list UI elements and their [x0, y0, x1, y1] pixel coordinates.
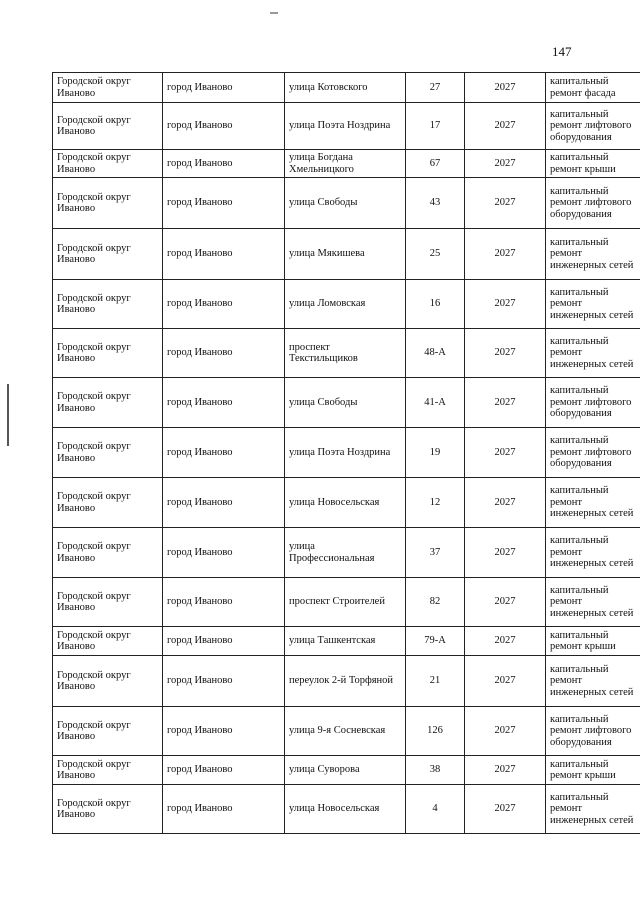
cell-district: Городской округ Иваново: [53, 785, 163, 834]
cell-street: улица Богдана Хмельницкого: [285, 150, 406, 178]
cell-district: Городской округ Иваново: [53, 656, 163, 707]
cell-city: город Иваново: [163, 280, 285, 329]
cell-house: 4: [406, 785, 465, 834]
cell-work: капитальный ремонт инженерных сетей: [546, 656, 640, 707]
cell-house: 79-А: [406, 627, 465, 656]
cell-district: Городской округ Иваново: [53, 707, 163, 756]
cell-district: Городской округ Иваново: [53, 280, 163, 329]
cell-house: 16: [406, 280, 465, 329]
scan-mark: [270, 12, 278, 14]
cell-district: Городской округ Иваново: [53, 73, 163, 103]
cell-house: 17: [406, 103, 465, 150]
table-row: [53, 178, 640, 229]
table-row: [53, 73, 640, 103]
cell-year: 2027: [465, 756, 546, 785]
table-row: [53, 707, 640, 756]
cell-city: город Иваново: [163, 229, 285, 280]
table-row: [53, 627, 640, 656]
cell-street: улица Ломовская: [285, 280, 406, 329]
cell-street: улица Свободы: [285, 378, 406, 428]
cell-city: город Иваново: [163, 785, 285, 834]
table-body: [53, 73, 640, 834]
cell-city: город Иваново: [163, 178, 285, 229]
cell-year: 2027: [465, 329, 546, 378]
cell-street: улица Новосельская: [285, 785, 406, 834]
table-row: [53, 280, 640, 329]
cell-city: город Иваново: [163, 150, 285, 178]
cell-city: город Иваново: [163, 428, 285, 478]
cell-work: капитальный ремонт лифтового оборудования: [546, 378, 640, 428]
cell-city: город Иваново: [163, 73, 285, 103]
cell-district: Городской округ Иваново: [53, 229, 163, 280]
repair-schedule-table: [52, 72, 640, 834]
cell-year: 2027: [465, 150, 546, 178]
cell-year: 2027: [465, 428, 546, 478]
cell-district: Городской округ Иваново: [53, 178, 163, 229]
cell-street: улица 9-я Сосневская: [285, 707, 406, 756]
table-row: [53, 756, 640, 785]
table-row: [53, 578, 640, 627]
cell-year: 2027: [465, 656, 546, 707]
cell-house: 27: [406, 73, 465, 103]
cell-street: улица Ташкентская: [285, 627, 406, 656]
cell-year: 2027: [465, 707, 546, 756]
cell-street: улица Профессиональная: [285, 528, 406, 578]
cell-street: улица Новосельская: [285, 478, 406, 528]
cell-work: капитальный ремонт инженерных сетей: [546, 785, 640, 834]
cell-year: 2027: [465, 785, 546, 834]
cell-street: проспект Строителей: [285, 578, 406, 627]
cell-street: улица Суворова: [285, 756, 406, 785]
table-row: [53, 229, 640, 280]
cell-house: 19: [406, 428, 465, 478]
cell-city: город Иваново: [163, 707, 285, 756]
cell-street: проспект Текстильщиков: [285, 329, 406, 378]
cell-district: Городской округ Иваново: [53, 378, 163, 428]
cell-street: улица Котовского: [285, 73, 406, 103]
cell-work: капитальный ремонт инженерных сетей: [546, 478, 640, 528]
page-number: 147: [552, 44, 572, 59]
table-row: [53, 785, 640, 834]
cell-work: капитальный ремонт лифтового оборудования: [546, 103, 640, 150]
cell-work: капитальный ремонт инженерных сетей: [546, 329, 640, 378]
cell-work: капитальный ремонт крыши: [546, 627, 640, 656]
cell-district: Городской округ Иваново: [53, 627, 163, 656]
table-row: [53, 428, 640, 478]
cell-house: 43: [406, 178, 465, 229]
cell-street: улица Мякишева: [285, 229, 406, 280]
cell-year: 2027: [465, 73, 546, 103]
cell-work: капитальный ремонт крыши: [546, 756, 640, 785]
cell-work: капитальный ремонт лифтового оборудования: [546, 178, 640, 229]
cell-district: Городской округ Иваново: [53, 578, 163, 627]
cell-city: город Иваново: [163, 756, 285, 785]
cell-work: капитальный ремонт фасада: [546, 73, 640, 103]
table-row: [53, 478, 640, 528]
table-row: [53, 528, 640, 578]
cell-house: 37: [406, 528, 465, 578]
cell-house: 25: [406, 229, 465, 280]
cell-work: капитальный ремонт инженерных сетей: [546, 280, 640, 329]
cell-year: 2027: [465, 229, 546, 280]
table-row: [53, 378, 640, 428]
cell-city: город Иваново: [163, 528, 285, 578]
cell-year: 2027: [465, 578, 546, 627]
cell-year: 2027: [465, 627, 546, 656]
cell-street: переулок 2-й Торфяной: [285, 656, 406, 707]
cell-street: улица Поэта Ноздрина: [285, 103, 406, 150]
cell-work: капитальный ремонт крыши: [546, 150, 640, 178]
cell-year: 2027: [465, 178, 546, 229]
cell-house: 12: [406, 478, 465, 528]
cell-district: Городской округ Иваново: [53, 756, 163, 785]
cell-work: капитальный ремонт инженерных сетей: [546, 229, 640, 280]
cell-year: 2027: [465, 478, 546, 528]
cell-district: Городской округ Иваново: [53, 103, 163, 150]
cell-city: город Иваново: [163, 578, 285, 627]
cell-house: 41-А: [406, 378, 465, 428]
cell-city: город Иваново: [163, 378, 285, 428]
margin-line: [7, 384, 9, 446]
cell-house: 67: [406, 150, 465, 178]
cell-district: Городской округ Иваново: [53, 329, 163, 378]
cell-year: 2027: [465, 103, 546, 150]
table-row: [53, 656, 640, 707]
cell-work: капитальный ремонт лифтового оборудования: [546, 428, 640, 478]
table-row: [53, 150, 640, 178]
table-row: [53, 329, 640, 378]
cell-street: улица Свободы: [285, 178, 406, 229]
cell-year: 2027: [465, 378, 546, 428]
cell-house: 38: [406, 756, 465, 785]
cell-work: капитальный ремонт инженерных сетей: [546, 578, 640, 627]
cell-house: 126: [406, 707, 465, 756]
cell-city: город Иваново: [163, 103, 285, 150]
cell-work: капитальный ремонт инженерных сетей: [546, 528, 640, 578]
cell-year: 2027: [465, 280, 546, 329]
cell-city: город Иваново: [163, 656, 285, 707]
cell-district: Городской округ Иваново: [53, 528, 163, 578]
cell-work: капитальный ремонт лифтового оборудования: [546, 707, 640, 756]
cell-city: город Иваново: [163, 627, 285, 656]
cell-district: Городской округ Иваново: [53, 478, 163, 528]
cell-house: 48-А: [406, 329, 465, 378]
cell-house: 82: [406, 578, 465, 627]
cell-city: город Иваново: [163, 478, 285, 528]
cell-year: 2027: [465, 528, 546, 578]
cell-house: 21: [406, 656, 465, 707]
cell-street: улица Поэта Ноздрина: [285, 428, 406, 478]
table-row: [53, 103, 640, 150]
cell-city: город Иваново: [163, 329, 285, 378]
cell-district: Городской округ Иваново: [53, 428, 163, 478]
cell-district: Городской округ Иваново: [53, 150, 163, 178]
